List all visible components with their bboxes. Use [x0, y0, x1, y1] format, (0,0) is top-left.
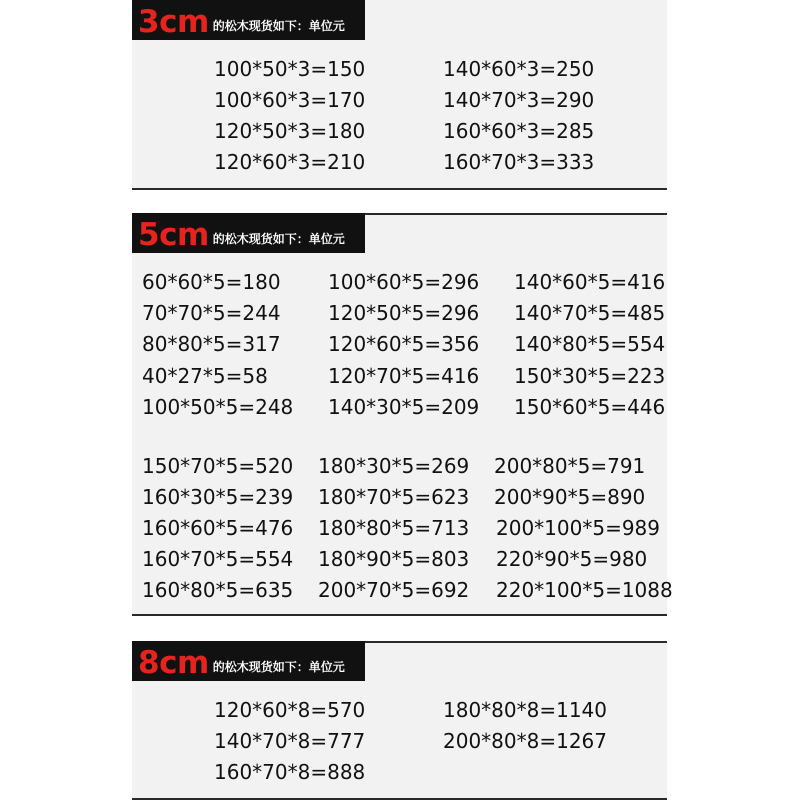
price-row: 100*50*5=248	[142, 395, 294, 419]
section-caption: 的松木现货如下：单位元	[212, 232, 345, 246]
price-row: 200*80*5=791	[494, 454, 646, 478]
price-row: 100*60*5=296	[328, 270, 480, 294]
price-row: 160*70*8=888	[214, 760, 366, 784]
section-3cm	[132, 0, 667, 190]
price-row: 160*60*3=285	[443, 119, 595, 143]
price-row: 70*70*5=244	[142, 301, 281, 325]
price-row: 200*70*5=692	[318, 578, 470, 602]
price-row: 180*80*5=713	[318, 516, 470, 540]
price-row: 140*80*5=554	[514, 332, 666, 356]
price-row: 150*60*5=446	[514, 395, 666, 419]
section-caption: 的松木现货如下：单位元	[212, 19, 345, 33]
price-row: 140*70*8=777	[214, 729, 366, 753]
price-row: 200*80*8=1267	[443, 729, 608, 753]
price-row: 220*100*5=1088	[496, 578, 673, 602]
section-header-3cm	[132, 0, 365, 40]
price-row: 60*60*5=180	[142, 270, 281, 294]
section-caption: 的松木现货如下：单位元	[212, 660, 345, 674]
price-row: 120*60*5=356	[328, 332, 480, 356]
price-row: 100*50*3=150	[214, 57, 366, 81]
price-row: 120*60*3=210	[214, 150, 366, 174]
price-row: 120*60*8=570	[214, 698, 366, 722]
price-row: 160*70*5=554	[142, 547, 294, 571]
price-row: 180*80*8=1140	[443, 698, 608, 722]
price-row: 200*100*5=989	[496, 516, 661, 540]
thickness-label: 5cm	[138, 217, 209, 253]
price-row: 150*30*5=223	[514, 364, 666, 388]
section-5cm	[132, 213, 673, 616]
price-row: 80*80*5=317	[142, 332, 281, 356]
price-row: 120*50*5=296	[328, 301, 480, 325]
price-row: 120*50*3=180	[214, 119, 366, 143]
section-header-5cm	[132, 213, 365, 253]
price-row: 150*70*5=520	[142, 454, 294, 478]
price-row: 120*70*5=416	[328, 364, 480, 388]
thickness-label: 8cm	[138, 645, 209, 681]
price-row: 140*60*5=416	[514, 270, 666, 294]
section-8cm	[132, 641, 667, 800]
price-row: 180*90*5=803	[318, 547, 470, 571]
price-row: 100*60*3=170	[214, 88, 366, 112]
price-row: 160*60*5=476	[142, 516, 294, 540]
price-row: 140*70*3=290	[443, 88, 595, 112]
price-row: 180*30*5=269	[318, 454, 470, 478]
price-row: 140*70*5=485	[514, 301, 666, 325]
price-row: 140*60*3=250	[443, 57, 595, 81]
price-row: 140*30*5=209	[328, 395, 480, 419]
price-row: 160*70*3=333	[443, 150, 595, 174]
price-row: 200*90*5=890	[494, 485, 646, 509]
price-row: 180*70*5=623	[318, 485, 470, 509]
price-row: 220*90*5=980	[496, 547, 648, 571]
section-header-8cm	[132, 641, 365, 681]
price-row: 40*27*5=58	[142, 364, 268, 388]
price-row: 160*30*5=239	[142, 485, 294, 509]
thickness-label: 3cm	[138, 4, 209, 40]
price-row: 160*80*5=635	[142, 578, 294, 602]
